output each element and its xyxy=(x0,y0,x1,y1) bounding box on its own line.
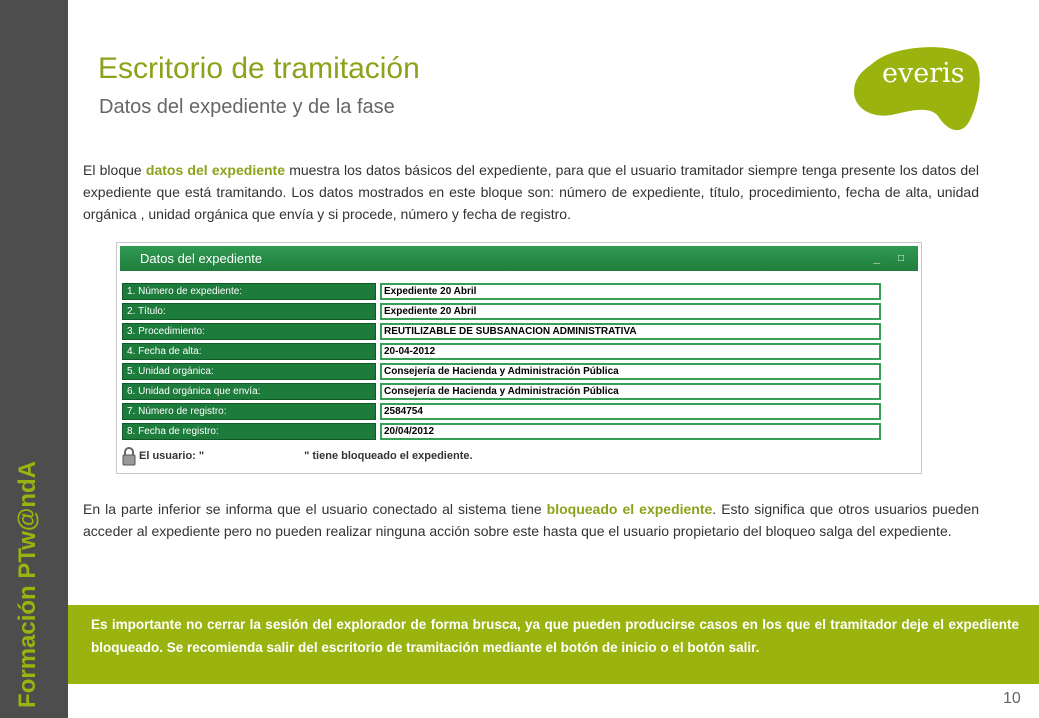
table-row xyxy=(122,303,881,323)
sidebar-label: Formación PTw@ndA xyxy=(14,461,41,708)
lower-paragraph xyxy=(83,498,979,542)
logo-text: everis xyxy=(882,58,965,89)
intro-text-2: muestra los datos básicos del expediente, para que el usuario tramitador siempre tenga presente los datos del expediente que está tramitando. Los datos mostrados en este bloque son: número de expediente, título, procedimiento, fecha de alta, unidad orgánica , unidad orgánica que envía y si procede, número y fecha de registro. xyxy=(83,162,979,222)
row-label: 5. Unidad orgánica: xyxy=(122,363,376,380)
table-row xyxy=(122,363,881,383)
intro-text-1: El bloque xyxy=(83,162,146,178)
expediente-panel xyxy=(116,242,922,474)
table-row xyxy=(122,323,881,343)
row-label: 6. Unidad orgánica que envía: xyxy=(122,383,376,400)
row-value: 2584754 xyxy=(380,403,881,420)
row-value: REUTILIZABLE DE SUBSANACION ADMINISTRATIVA xyxy=(380,323,881,340)
page-title: Escritorio de tramitación xyxy=(98,52,420,85)
row-value: Expediente 20 Abril xyxy=(380,303,881,320)
row-label: 4. Fecha de alta: xyxy=(122,343,376,360)
intro-paragraph xyxy=(83,159,979,225)
lower-text-2: . Esto significa que otros usuarios pueden acceder al expediente pero no pueden realizar ninguna acción sobre este hasta que el usuario propietario del bloqueo salga del expediente. xyxy=(83,501,979,539)
notice-box xyxy=(68,605,1039,684)
lock-suffix: " tiene bloqueado el expediente. xyxy=(304,450,473,462)
table-row xyxy=(122,283,881,303)
minimize-icon[interactable]: _ xyxy=(873,251,880,265)
intro-highlight: datos del expediente xyxy=(145,162,285,178)
row-label: 8. Fecha de registro: xyxy=(122,423,376,440)
sidebar-label-container xyxy=(6,408,50,708)
notice-text: Es importante no cerrar la sesión del explorador de forma brusca, ya que pueden producirse casos en los que el tramitador deje el expediente bloqueado. Se recomienda salir del escritorio de tramitación mediante el botón de inicio o el botón salir. xyxy=(91,617,1019,655)
redacted-username xyxy=(204,451,304,461)
page-number: 10 xyxy=(1003,690,1021,707)
row-label: 7. Número de registro: xyxy=(122,403,376,420)
lower-text-1: En la parte inferior se informa que el usuario conectado al sistema tiene xyxy=(83,501,547,517)
row-label: 1. Número de expediente: xyxy=(122,283,376,300)
data-rows xyxy=(122,283,881,443)
row-label: 2. Título: xyxy=(122,303,376,320)
everis-logo xyxy=(852,44,980,134)
lower-highlight: bloqueado el expediente xyxy=(546,501,713,517)
table-row xyxy=(122,403,881,423)
table-row xyxy=(122,423,881,443)
lock-icon xyxy=(121,446,137,466)
row-value: Expediente 20 Abril xyxy=(380,283,881,300)
row-label: 3. Procedimiento: xyxy=(122,323,376,340)
row-value: 20-04-2012 xyxy=(380,343,881,360)
table-row xyxy=(122,343,881,363)
page-subtitle: Datos del expediente y de la fase xyxy=(99,96,395,118)
row-value: Consejería de Hacienda y Administración Pública xyxy=(380,363,881,380)
row-value: Consejería de Hacienda y Administración Pública xyxy=(380,383,881,400)
table-row xyxy=(122,383,881,403)
row-value: 20/04/2012 xyxy=(380,423,881,440)
panel-title: Datos del expediente xyxy=(140,251,263,266)
sidebar xyxy=(0,0,68,718)
lock-message xyxy=(121,446,473,466)
lock-prefix: El usuario: " xyxy=(139,450,205,462)
maximize-icon[interactable]: □ xyxy=(897,253,904,264)
panel-header xyxy=(120,246,918,271)
